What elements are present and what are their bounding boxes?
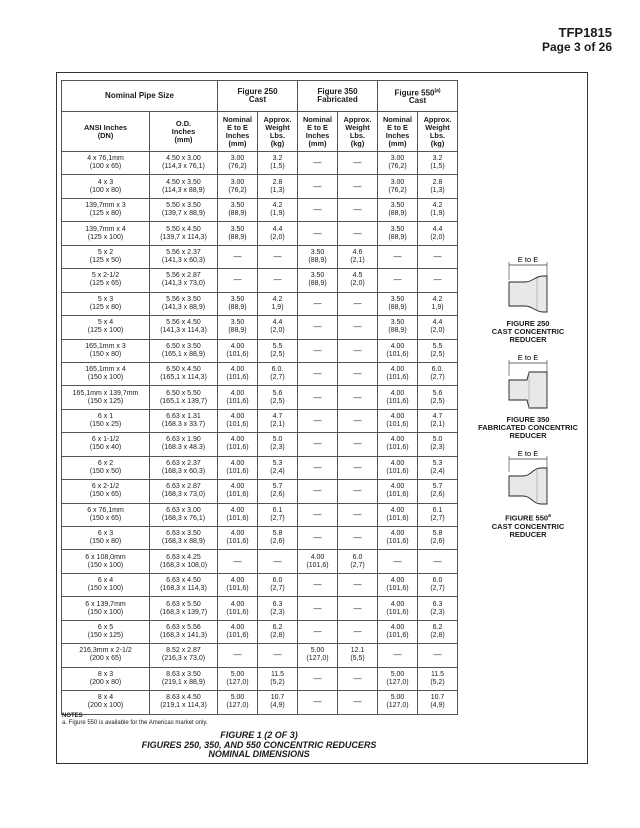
- fig350-weight-cell: —: [338, 316, 378, 339]
- fig550-weight-cell: 5.8 (2,6): [418, 527, 458, 550]
- fig550-ete-cell: 4.00 (101,6): [378, 597, 418, 620]
- fig250-weight-cell: 6.0. (2,7): [258, 362, 298, 385]
- table-row: [62, 433, 458, 456]
- fig350-ete-cell: —: [298, 152, 338, 175]
- fig550-ete-cell: 3.50 (88,9): [378, 222, 418, 245]
- ansi-size-cell: 165,1mm x 4 (150 x 100): [62, 362, 150, 385]
- note-a: a. Figure 550 is available for the Americas market only.: [62, 720, 208, 726]
- fig250-ete-cell: 4.00 (101,6): [218, 456, 258, 479]
- fig550-ete-cell: 4.00 (101,6): [378, 409, 418, 432]
- fig350-ete-cell: —: [298, 620, 338, 643]
- caption-line-3: NOMINAL DIMENSIONS: [208, 749, 310, 759]
- fig250-weight-cell: 5.7 (2,6): [258, 480, 298, 503]
- fig350-weight-cell: —: [338, 339, 378, 362]
- fig550-ete-cell: 4.00 (101,6): [378, 433, 418, 456]
- fig350-weight-cell: —: [338, 667, 378, 690]
- figure-caption: [61, 731, 457, 760]
- fig550-weight-cell: —: [418, 550, 458, 573]
- fig550-ete-cell: 3.50 (88,9): [378, 198, 418, 221]
- fig250-weight-cell: 10.7 (4,9): [258, 691, 298, 714]
- ete-header-350: Nominal E to E Inches (mm): [298, 112, 338, 152]
- figure-550-caption: FIGURE 550$^a$ CAST CONCENTRIC REDUCER: [491, 513, 565, 539]
- ansi-size-cell: 5 x 2 (125 x 50): [62, 245, 150, 268]
- fig350-weight-cell: —: [338, 620, 378, 643]
- fig250-ete-cell: 3.00 (76,2): [218, 175, 258, 198]
- table-row: [62, 644, 458, 667]
- fig250-weight-cell: 6.0 (2,7): [258, 573, 298, 596]
- fig350-ete-cell: —: [298, 316, 338, 339]
- fig250-ete-cell: —: [218, 550, 258, 573]
- fig250-weight-cell: —: [258, 550, 298, 573]
- od-size-cell: 6.63 x 5.50 (168,3 x 139,7): [150, 597, 218, 620]
- ansi-size-cell: 5 x 4 (125 x 100): [62, 316, 150, 339]
- fig350-weight-cell: 6.0 (2,7): [338, 550, 378, 573]
- od-size-cell: 6.63 x 1.31 (168.3 x 33.7): [150, 409, 218, 432]
- fig350-ete-cell: —: [298, 456, 338, 479]
- fig350-weight-cell: —: [338, 480, 378, 503]
- ansi-size-cell: 6 x 108,0mm (150 x 100): [62, 550, 150, 573]
- fig250-weight-cell: 4.7 (2,1): [258, 409, 298, 432]
- od-size-cell: 6.63 x 4.25 (168,3 x 108,0): [150, 550, 218, 573]
- fig550-ete-cell: —: [378, 269, 418, 292]
- fig350-ete-cell: —: [298, 667, 338, 690]
- fig250-ete-cell: 5.00 (127,0): [218, 691, 258, 714]
- fig350-weight-cell: 4.5 (2,0): [338, 269, 378, 292]
- figure-250-header: Figure 250 Cast: [218, 81, 298, 112]
- fig550-ete-cell: 4.00 (101,6): [378, 339, 418, 362]
- table-row: [62, 245, 458, 268]
- nominal-pipe-size-header: Nominal Pipe Size: [62, 81, 218, 112]
- table-row: [62, 527, 458, 550]
- fig350-weight-cell: —: [338, 691, 378, 714]
- figure-250-caption: FIGURE 250 CAST CONCENTRIC REDUCER: [491, 319, 565, 344]
- fabricated-concentric-reducer-icon: [493, 352, 563, 414]
- fig550-weight-cell: 6.1 (2,7): [418, 503, 458, 526]
- fig550-weight-cell: 6.3 (2,3): [418, 597, 458, 620]
- table-row: [62, 386, 458, 409]
- table-row: [62, 456, 458, 479]
- fig250-ete-cell: 4.00 (101,6): [218, 573, 258, 596]
- ansi-size-cell: 216,3mm x 2-1/2 (200 x 65): [62, 644, 150, 667]
- od-size-cell: 5.56 x 4.50 (141,3 x 114,3): [150, 316, 218, 339]
- fig250-ete-cell: 3.50 (88,9): [218, 222, 258, 245]
- fig550-ete-cell: 3.50 (88,9): [378, 292, 418, 315]
- od-size-cell: 6.63 x 4.50 (168,3 x 114,3): [150, 573, 218, 596]
- table-row: [62, 362, 458, 385]
- fig550-ete-cell: 4.00 (101,6): [378, 456, 418, 479]
- caption-line-1: FIGURE 1 (2 OF 3): [220, 730, 298, 740]
- ansi-size-cell: 8 x 4 (200 x 100): [62, 691, 150, 714]
- ansi-size-cell: 6 x 4 (150 x 100): [62, 573, 150, 596]
- page-header: [542, 26, 612, 54]
- fig250-ete-cell: 4.00 (101,6): [218, 503, 258, 526]
- cast-concentric-reducer-icon: [493, 254, 563, 318]
- fig550-weight-cell: 6.2 (2,8): [418, 620, 458, 643]
- fig250-weight-cell: 6.1 (2,7): [258, 503, 298, 526]
- od-size-cell: 6.50 x 4.50 (165,1 x 114,3): [150, 362, 218, 385]
- ansi-size-cell: 6 x 3 (150 x 80): [62, 527, 150, 550]
- od-size-cell: 4.50 x 3.00 (114,3 x 76,1): [150, 152, 218, 175]
- ete-header-550: Nominal E to E Inches (mm): [378, 112, 418, 152]
- fig350-ete-cell: —: [298, 597, 338, 620]
- ansi-size-cell: 4 x 3 (100 x 80): [62, 175, 150, 198]
- fig250-ete-cell: 5.00 (127,0): [218, 667, 258, 690]
- fig550-weight-cell: 5.3 (2,4): [418, 456, 458, 479]
- table-row: [62, 152, 458, 175]
- fig550-ete-cell: —: [378, 550, 418, 573]
- ansi-size-cell: 4 x 76,1mm (100 x 65): [62, 152, 150, 175]
- table-body: [62, 152, 458, 715]
- ete-header-250: Nominal E to E Inches (mm): [218, 112, 258, 152]
- fig550-ete-cell: 5.00 (127,0): [378, 667, 418, 690]
- fig250-ete-cell: 4.00 (101,6): [218, 527, 258, 550]
- ansi-size-cell: 5 x 3 (125 x 80): [62, 292, 150, 315]
- od-size-cell: 5.56 x 2.87 (141,3 x 73,0): [150, 269, 218, 292]
- table-row: [62, 292, 458, 315]
- fig550-ete-cell: 4.00 (101,6): [378, 620, 418, 643]
- fig250-weight-cell: 6.3 (2,3): [258, 597, 298, 620]
- fig250-weight-cell: 5.8 (2,6): [258, 527, 298, 550]
- fig250-weight-cell: 5.6 (2,5): [258, 386, 298, 409]
- fig250-weight-cell: —: [258, 245, 298, 268]
- table-row: [62, 409, 458, 432]
- fig250-weight-cell: 5.5 (2,5): [258, 339, 298, 362]
- table-row: [62, 573, 458, 596]
- table-row: [62, 691, 458, 714]
- fig350-ete-cell: —: [298, 573, 338, 596]
- fig550-weight-cell: 2.8 (1,3): [418, 175, 458, 198]
- fig550-weight-cell: 6.0 (2,7): [418, 573, 458, 596]
- od-size-cell: 6.63 x 1.90 (168.3 x 48.3): [150, 433, 218, 456]
- fig250-ete-cell: 4.00 (101,6): [218, 620, 258, 643]
- fig250-ete-cell: —: [218, 245, 258, 268]
- table-row: [62, 503, 458, 526]
- fig550-ete-cell: 4.00 (101,6): [378, 480, 418, 503]
- weight-header-550: Approx. Weight Lbs. (kg): [418, 112, 458, 152]
- ansi-size-cell: 165,1mm x 3 (150 x 80): [62, 339, 150, 362]
- fig350-ete-cell: —: [298, 222, 338, 245]
- fig550-ete-cell: 5.00 (127,0): [378, 691, 418, 714]
- fig350-weight-cell: —: [338, 222, 378, 245]
- fig350-ete-cell: —: [298, 527, 338, 550]
- od-size-cell: 6.63 x 5.56 (168,3 x 141,3): [150, 620, 218, 643]
- fig350-ete-cell: —: [298, 175, 338, 198]
- fig350-weight-cell: —: [338, 503, 378, 526]
- fig550-weight-cell: 5.6 (2,5): [418, 386, 458, 409]
- table-row: [62, 222, 458, 245]
- od-header: O.D. Inches (mm): [150, 112, 218, 152]
- ansi-size-cell: 139,7mm x 3 (125 x 80): [62, 198, 150, 221]
- fig250-ete-cell: 3.00 (76,2): [218, 152, 258, 175]
- table-row: [62, 269, 458, 292]
- page-number: Page 3 of 26: [541, 40, 612, 54]
- fig550-weight-cell: —: [418, 269, 458, 292]
- ansi-size-cell: 6 x 5 (150 x 125): [62, 620, 150, 643]
- notes: [62, 713, 208, 727]
- fig250-weight-cell: 3.2 (1,5): [258, 152, 298, 175]
- fig250-ete-cell: 4.00 (101,6): [218, 339, 258, 362]
- table-row: [62, 597, 458, 620]
- fig350-weight-cell: —: [338, 433, 378, 456]
- od-size-cell: 5.50 x 4.50 (139,7 x 114,3): [150, 222, 218, 245]
- od-size-cell: 8.52 x 2.87 (216,3 x 73,0): [150, 644, 218, 667]
- fig550-weight-cell: 11.5 (5,2): [418, 667, 458, 690]
- fig350-weight-cell: —: [338, 456, 378, 479]
- ansi-size-cell: 6 x 2-1/2 (150 x 65): [62, 480, 150, 503]
- od-size-cell: 5.56 x 3.50 (141,3 x 88,9): [150, 292, 218, 315]
- fig250-ete-cell: 4.00 (101,6): [218, 433, 258, 456]
- ansi-size-cell: 6 x 76,1mm (150 x 65): [62, 503, 150, 526]
- ansi-size-cell: 6 x 2 (150 x 50): [62, 456, 150, 479]
- fig550-ete-cell: —: [378, 644, 418, 667]
- fig350-weight-cell: —: [338, 409, 378, 432]
- od-size-cell: 6.63 x 2.87 (168,3 x 73,0): [150, 480, 218, 503]
- ansi-size-cell: 165,1mm x 139,7mm (150 x 125): [62, 386, 150, 409]
- fig550-ete-cell: 3.50 (88,9): [378, 316, 418, 339]
- fig350-ete-cell: —: [298, 198, 338, 221]
- fig550-ete-cell: —: [378, 245, 418, 268]
- fig250-weight-cell: 6.2 (2,8): [258, 620, 298, 643]
- fig350-ete-cell: —: [298, 362, 338, 385]
- od-size-cell: 8.63 x 4.50 (219,1 x 114,3): [150, 691, 218, 714]
- fig350-ete-cell: —: [298, 503, 338, 526]
- fig550-ete-cell: 4.00 (101,6): [378, 527, 418, 550]
- table-row: [62, 316, 458, 339]
- fig250-ete-cell: 4.00 (101,6): [218, 386, 258, 409]
- svg-text:E to E: E to E: [517, 449, 539, 458]
- table-row: [62, 667, 458, 690]
- fig250-ete-cell: 4.00 (101,6): [218, 409, 258, 432]
- document-id: TFP1815: [558, 25, 612, 40]
- figure-350-caption: FIGURE 350 FABRICATED CONCENTRIC REDUCER: [478, 415, 578, 440]
- fig550-weight-cell: 4.4 (2,0): [418, 316, 458, 339]
- fig350-ete-cell: —: [298, 386, 338, 409]
- fig350-ete-cell: —: [298, 433, 338, 456]
- weight-header-350: Approx. Weight Lbs. (kg): [338, 112, 378, 152]
- table-row: [62, 480, 458, 503]
- fig350-weight-cell: —: [338, 152, 378, 175]
- fig550-ete-cell: 4.00 (101,6): [378, 362, 418, 385]
- fig350-ete-cell: —: [298, 292, 338, 315]
- od-size-cell: 4.50 x 3.50 (114,3 x 88,9): [150, 175, 218, 198]
- fig350-weight-cell: —: [338, 198, 378, 221]
- fig350-ete-cell: —: [298, 339, 338, 362]
- fig550-ete-cell: 3.00 (76,2): [378, 152, 418, 175]
- figure-250-drawing: [478, 254, 578, 344]
- fig250-weight-cell: 4.2 1,9): [258, 292, 298, 315]
- ansi-size-cell: 6 x 1 (150 x 25): [62, 409, 150, 432]
- fig550-weight-cell: —: [418, 644, 458, 667]
- weight-header-250: Approx. Weight Lbs. (kg): [258, 112, 298, 152]
- od-size-cell: 6.50 x 3.50 (165,1 x 88,9): [150, 339, 218, 362]
- fig250-ete-cell: 3.50 (88,9): [218, 198, 258, 221]
- fig350-weight-cell: —: [338, 175, 378, 198]
- fig250-weight-cell: 5.0 (2,3): [258, 433, 298, 456]
- od-size-cell: 6.63 x 3.50 (168,3 x 88,9): [150, 527, 218, 550]
- table-row: [62, 620, 458, 643]
- fig550-weight-cell: 4.7 (2,1): [418, 409, 458, 432]
- fig250-weight-cell: 5.3 (2,4): [258, 456, 298, 479]
- fig250-weight-cell: 4.4 (2,0): [258, 222, 298, 245]
- fig350-ete-cell: —: [298, 480, 338, 503]
- fig350-ete-cell: 4.00 (101,6): [298, 550, 338, 573]
- fig350-ete-cell: —: [298, 691, 338, 714]
- figure-550-drawing: [478, 448, 578, 539]
- ansi-size-cell: 8 x 3 (200 x 80): [62, 667, 150, 690]
- ansi-size-cell: 6 x 1-1/2 (150 x 40): [62, 433, 150, 456]
- fig550-ete-cell: 3.00 (76,2): [378, 175, 418, 198]
- fig350-weight-cell: 4.6 (2,1): [338, 245, 378, 268]
- fig550-weight-cell: 4.2 1,9): [418, 292, 458, 315]
- fig550-weight-cell: 3.2 (1,5): [418, 152, 458, 175]
- table-row: [62, 198, 458, 221]
- od-size-cell: 5.50 x 3.50 (139,7 x 88,9): [150, 198, 218, 221]
- fig350-weight-cell: —: [338, 527, 378, 550]
- fig250-ete-cell: 4.00 (101,6): [218, 362, 258, 385]
- table-row: [62, 175, 458, 198]
- fig550-ete-cell: 4.00 (101,6): [378, 503, 418, 526]
- fig250-ete-cell: 3.50 (88,9): [218, 316, 258, 339]
- fig550-weight-cell: —: [418, 245, 458, 268]
- fig550-ete-cell: 4.00 (101,6): [378, 386, 418, 409]
- fig550-weight-cell: 5.0 (2,3): [418, 433, 458, 456]
- figure-350-header: Figure 350 Fabricated: [298, 81, 378, 112]
- ansi-inches-header: ANSI Inches (DN): [62, 112, 150, 152]
- od-size-cell: 5.56 x 2.37 (141,3 x 60,3): [150, 245, 218, 268]
- fig250-ete-cell: —: [218, 644, 258, 667]
- od-size-cell: 8.63 x 3.50 (219,1 x 88,9): [150, 667, 218, 690]
- ansi-size-cell: 139,7mm x 4 (125 x 100): [62, 222, 150, 245]
- svg-text:E to E: E to E: [517, 353, 539, 362]
- fig250-ete-cell: 3.50 (88,9): [218, 292, 258, 315]
- fig250-weight-cell: 4.4 (2,0): [258, 316, 298, 339]
- od-size-cell: 6.50 x 5.50 (165,1 x 139,7): [150, 386, 218, 409]
- fig550-weight-cell: 4.2 (1,9): [418, 198, 458, 221]
- table-row: [62, 339, 458, 362]
- fig350-weight-cell: —: [338, 362, 378, 385]
- ansi-size-cell: 5 x 2-1/2 (125 x 65): [62, 269, 150, 292]
- fig550-weight-cell: 4.4 (2,0): [418, 222, 458, 245]
- notes-title: NOTES: [62, 713, 83, 719]
- fig250-weight-cell: —: [258, 269, 298, 292]
- fig350-weight-cell: —: [338, 386, 378, 409]
- fig350-ete-cell: 5.00 (127,0): [298, 644, 338, 667]
- dimension-label: E to E: [517, 255, 539, 264]
- figure-550-header: Figure 550$^{(a)}$ Cast: [378, 81, 458, 112]
- fig550-weight-cell: 6.0. (2,7): [418, 362, 458, 385]
- fig350-weight-cell: 12.1 (5,5): [338, 644, 378, 667]
- fig550-ete-cell: 4.00 (101,6): [378, 573, 418, 596]
- fig250-ete-cell: 4.00 (101,6): [218, 597, 258, 620]
- fig250-weight-cell: 11.5 (5,2): [258, 667, 298, 690]
- fig350-weight-cell: —: [338, 597, 378, 620]
- fig250-ete-cell: —: [218, 269, 258, 292]
- fig350-ete-cell: 3.50 (88,9): [298, 245, 338, 268]
- fig350-ete-cell: —: [298, 409, 338, 432]
- fig350-ete-cell: 3.50 (88,9): [298, 269, 338, 292]
- fig550-weight-cell: 10.7 (4,9): [418, 691, 458, 714]
- ansi-size-cell: 6 x 139,7mm (150 x 100): [62, 597, 150, 620]
- fig350-weight-cell: —: [338, 573, 378, 596]
- fig350-weight-cell: —: [338, 292, 378, 315]
- caption-line-2: FIGURES 250, 350, AND 550 CONCENTRIC REDUCERS: [141, 739, 377, 750]
- fig550-weight-cell: 5.5 (2,5): [418, 339, 458, 362]
- od-size-cell: 6.63 x 2.37 (168,3 x 60,3): [150, 456, 218, 479]
- fig250-ete-cell: 4.00 (101,6): [218, 480, 258, 503]
- fig250-weight-cell: 4.2 (1,9): [258, 198, 298, 221]
- dimensions-table: [61, 80, 458, 715]
- fig550-weight-cell: 5.7 (2,6): [418, 480, 458, 503]
- figure-350-drawing: [478, 352, 578, 440]
- fig250-weight-cell: —: [258, 644, 298, 667]
- fig250-weight-cell: 2.8 (1,3): [258, 175, 298, 198]
- cast-concentric-reducer-550-icon: [493, 448, 563, 510]
- od-size-cell: 6.63 x 3.00 (168,3 x 76,1): [150, 503, 218, 526]
- table-row: [62, 550, 458, 573]
